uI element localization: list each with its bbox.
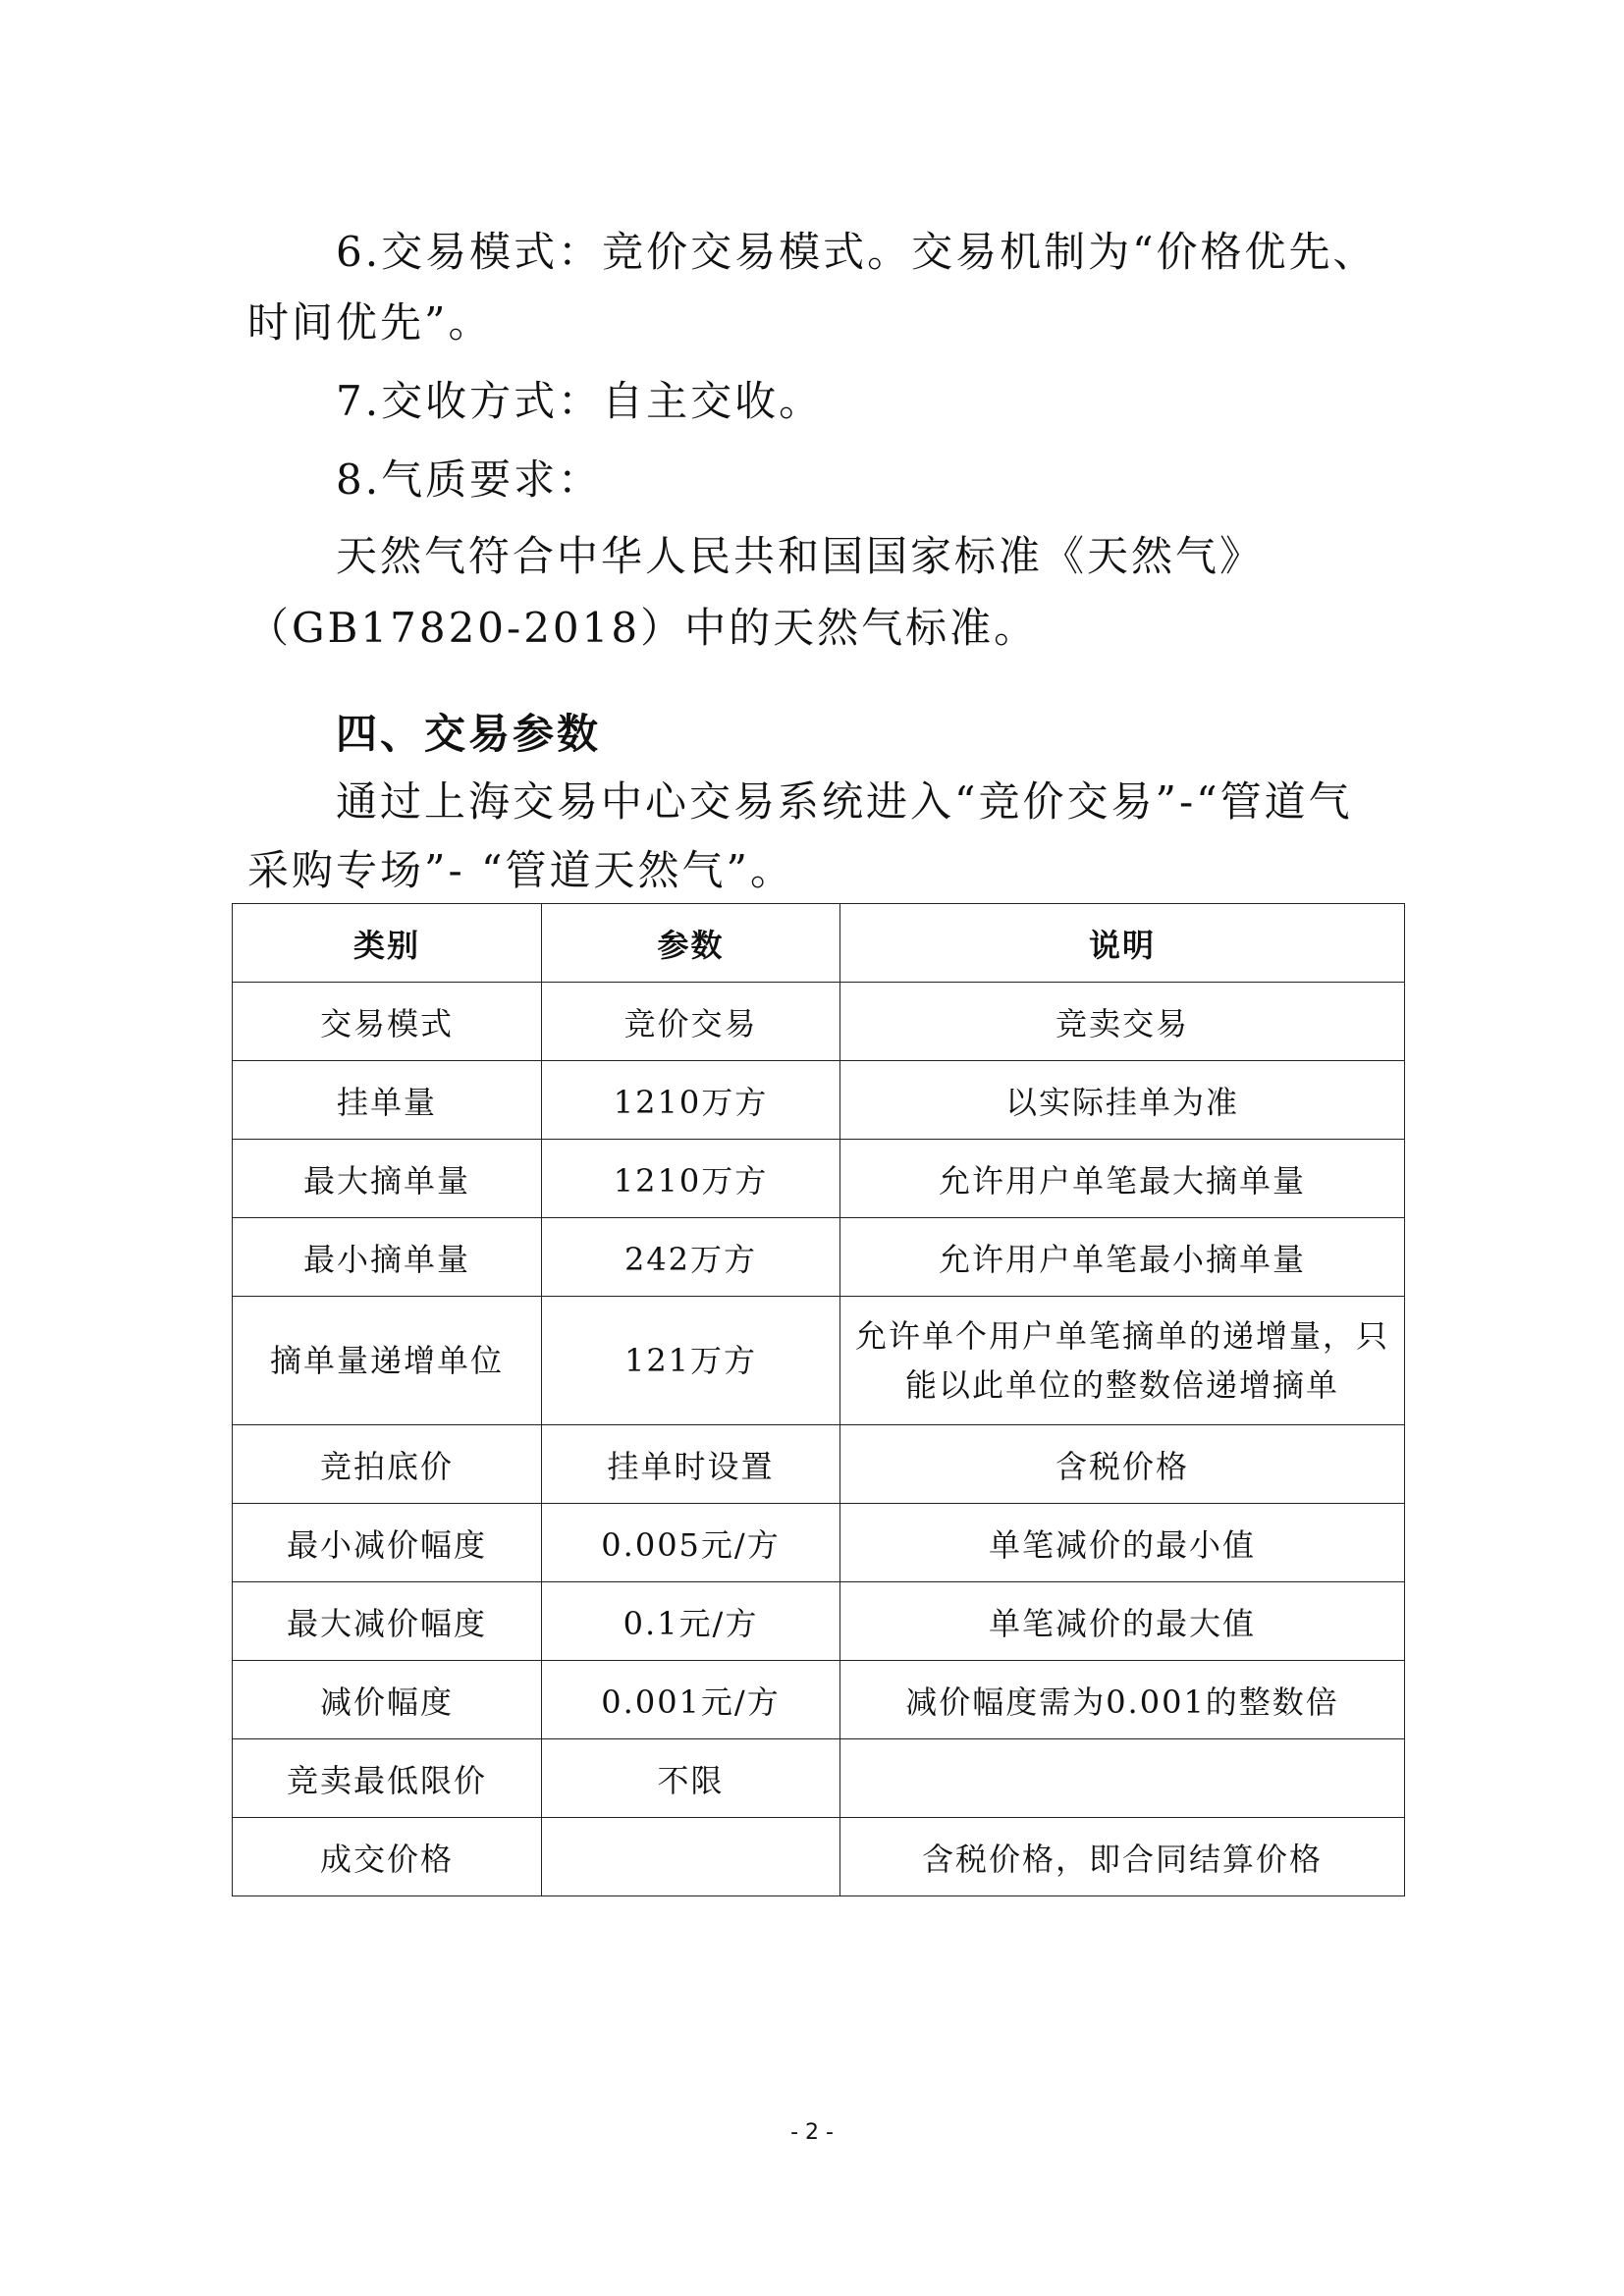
cell-parameter: 0.005元/方 [542, 1504, 840, 1582]
cell-parameter: 1210万方 [542, 1140, 840, 1218]
cell-category: 最大减价幅度 [233, 1582, 542, 1661]
cell-category: 竞卖最低限价 [233, 1739, 542, 1818]
section-intro-line2: 采购专场”- “管道天然气”。 [247, 846, 794, 894]
cell-description [840, 1739, 1405, 1818]
header-category: 类别 [233, 904, 542, 983]
paragraph-delivery-method: 7.交收方式：自主交收。 [336, 377, 824, 425]
cell-category: 成交价格 [233, 1818, 542, 1896]
section-intro-line1: 通过上海交易中心交易系统进入“竞价交易”-“管道气 [336, 777, 1353, 826]
cell-category: 最小减价幅度 [233, 1504, 542, 1582]
paragraph-gas-quality: 8.气质要求： [336, 455, 603, 504]
table-row [233, 1425, 1405, 1504]
cell-parameter: 242万方 [542, 1218, 840, 1297]
table-header-row [233, 904, 1405, 983]
header-description: 说明 [840, 904, 1405, 983]
paragraph-gas-standard-line2: （GB17820-2018）中的天然气标准。 [247, 604, 1039, 652]
table-row [233, 1661, 1405, 1739]
table-row [233, 1140, 1405, 1218]
cell-description: 减价幅度需为0.001的整数倍 [840, 1661, 1405, 1739]
paragraph-gas-standard-line1: 天然气符合中华人民共和国国家标准《天然气》 [336, 532, 1265, 580]
header-parameter: 参数 [542, 904, 840, 983]
cell-parameter: 竞价交易 [542, 983, 840, 1061]
table-row [233, 1739, 1405, 1818]
cell-description: 含税价格，即合同结算价格 [840, 1818, 1405, 1896]
cell-category: 最大摘单量 [233, 1140, 542, 1218]
cell-category: 竞拍底价 [233, 1425, 542, 1504]
table-row [233, 1818, 1405, 1896]
cell-parameter: 挂单时设置 [542, 1425, 840, 1504]
trading-parameters-table [232, 903, 1405, 1896]
table-row [233, 1061, 1405, 1140]
cell-description [840, 1297, 1405, 1425]
table-row [233, 1218, 1405, 1297]
cell-category: 摘单量递增单位 [233, 1297, 542, 1425]
cell-description: 允许用户单笔最小摘单量 [840, 1218, 1405, 1297]
cell-parameter: 0.001元/方 [542, 1661, 840, 1739]
cell-parameter: 121万方 [542, 1297, 840, 1425]
cell-parameter: 0.1元/方 [542, 1582, 840, 1661]
cell-parameter: 1210万方 [542, 1061, 840, 1140]
cell-parameter [542, 1818, 840, 1896]
table-row [233, 983, 1405, 1061]
paragraph-trading-mode-line1: 6.交易模式：竞价交易模式。交易机制为“价格优先、 [336, 228, 1378, 276]
cell-description: 允许用户单笔最大摘单量 [840, 1140, 1405, 1218]
cell-description-line2: 能以此单位的整数倍递增摘单 [904, 1366, 1339, 1404]
table-row [233, 1582, 1405, 1661]
cell-parameter: 不限 [542, 1739, 840, 1818]
cell-category: 交易模式 [233, 983, 542, 1061]
table-row [233, 1504, 1405, 1582]
cell-description: 单笔减价的最小值 [840, 1504, 1405, 1582]
cell-description-line1: 允许单个用户单笔摘单的递增量，只 [854, 1317, 1389, 1355]
page-number: - 2 - [790, 2120, 834, 2145]
cell-category: 最小摘单量 [233, 1218, 542, 1297]
section-heading: 四、交易参数 [336, 710, 602, 758]
paragraph-trading-mode-line2: 时间优先”。 [247, 298, 493, 347]
cell-description: 竞卖交易 [840, 983, 1405, 1061]
cell-category: 减价幅度 [233, 1661, 542, 1739]
cell-description: 单笔减价的最大值 [840, 1582, 1405, 1661]
table-row [233, 1297, 1405, 1425]
cell-description: 以实际挂单为准 [840, 1061, 1405, 1140]
cell-category: 挂单量 [233, 1061, 542, 1140]
cell-description: 含税价格 [840, 1425, 1405, 1504]
